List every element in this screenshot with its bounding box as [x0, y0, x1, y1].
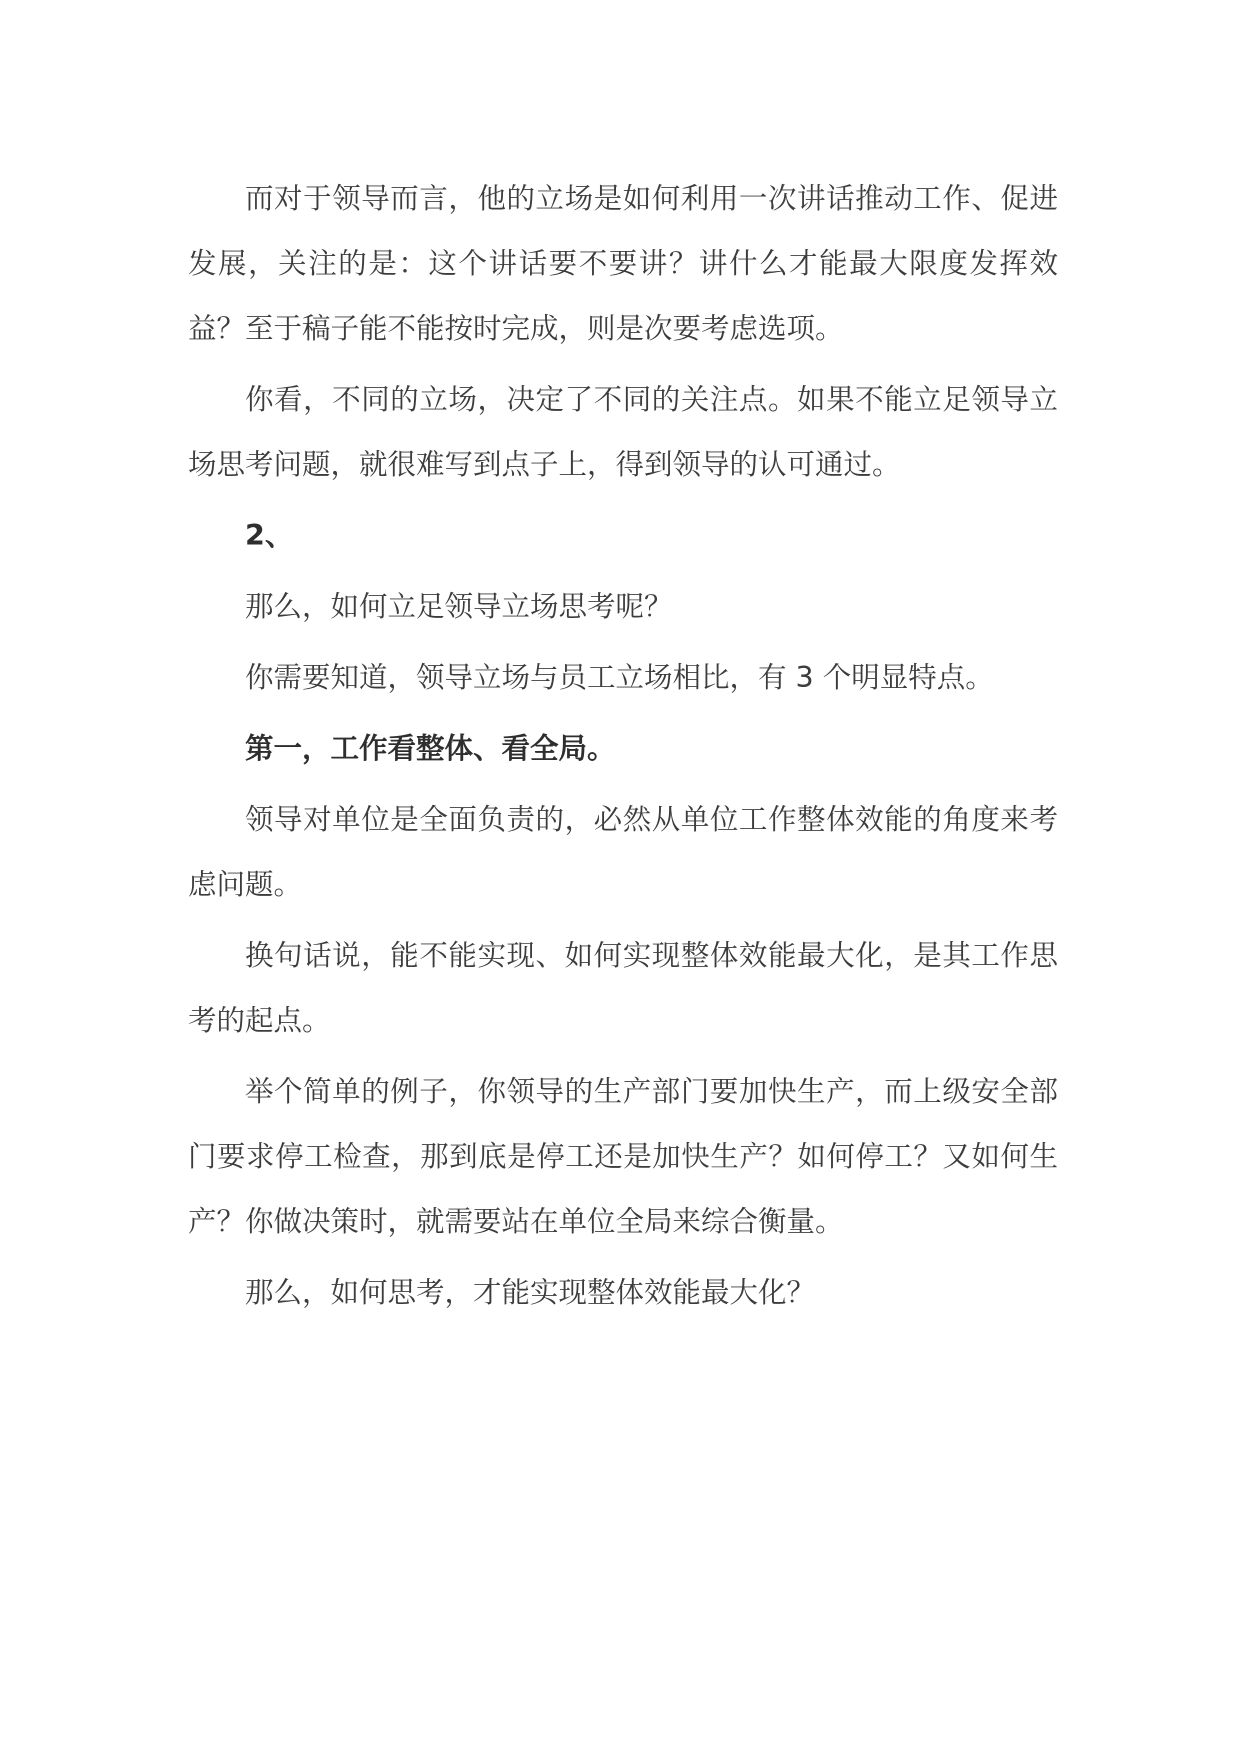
section-number: 2、 [245, 519, 294, 552]
paragraph-leader-stance: 而对于领导而言，他的立场是如何利用一次讲话推动工作、促进发展，关注的是：这个讲话要不要讲？讲什么才能最大限度发挥效益？至于稿子能不能按时完成，则是次要考虑选项。 [188, 182, 1058, 345]
paragraph-question: 那么，如何立足领导立场思考呢？ [245, 590, 673, 623]
paragraph-different-stances: 你看，不同的立场，决定了不同的关注点。如果不能立足领导立场思考问题，就很难写到点子上，得到领导的认可通过。 [188, 383, 1058, 481]
paragraph-starting-point: 换句话说，能不能实现、如何实现整体效能最大化，是其工作思考的起点。 [188, 939, 1058, 1037]
heading-first-feature: 第一，工作看整体、看全局。 [245, 732, 616, 765]
paragraph-closing-question: 那么，如何思考，才能实现整体效能最大化？ [245, 1276, 816, 1309]
document-page [188, 166, 1058, 1325]
paragraph-overall-responsibility: 领导对单位是全面负责的，必然从单位工作整体效能的角度来考虑问题。 [188, 803, 1058, 901]
paragraph-example: 举个简单的例子，你领导的生产部门要加快生产，而上级安全部门要求停工检查，那到底是停工还是加快生产？如何停工？又如何生产？你做决策时，就需要站在单位全局来综合衡量。 [188, 1075, 1058, 1238]
paragraph-three-features: 你需要知道，领导立场与员工立场相比，有 3 个明显特点。 [245, 661, 994, 694]
